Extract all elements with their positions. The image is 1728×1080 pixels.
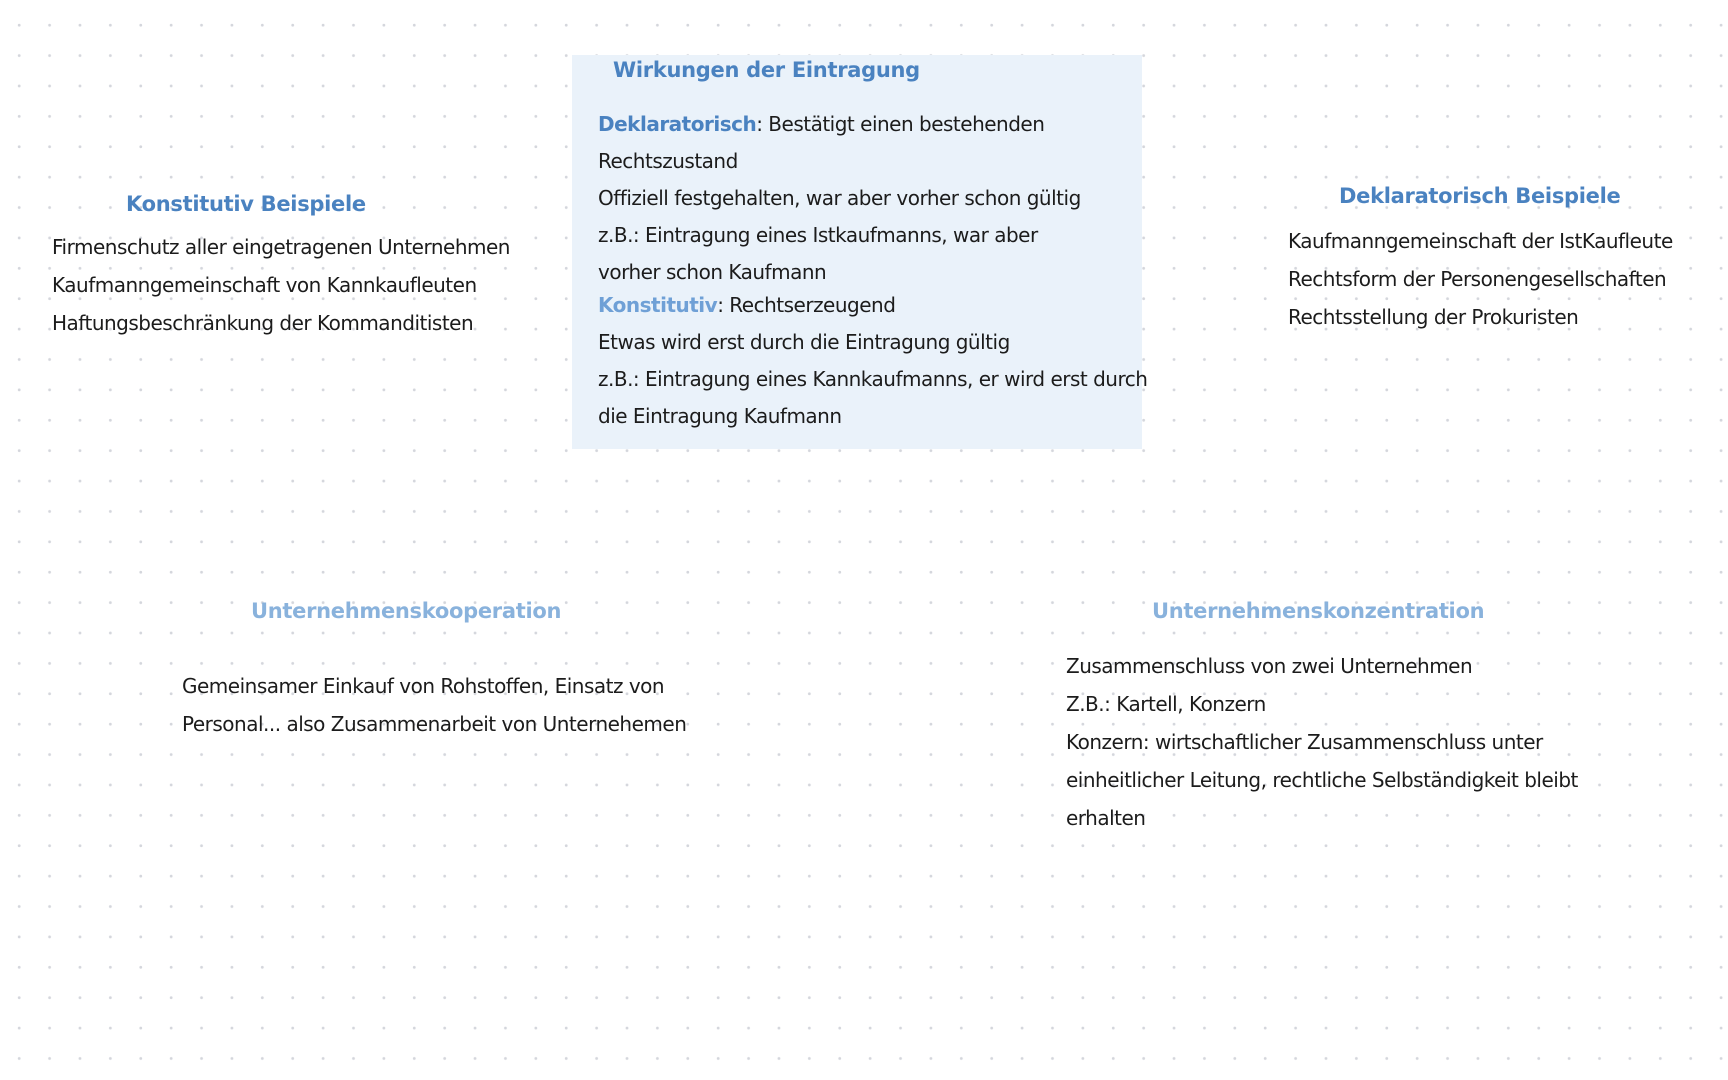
- deklaratorisch-definition: [598, 106, 1147, 143]
- wirkungen-line: die Eintragung Kaufmann: [598, 404, 842, 428]
- deklaratorisch-text: : Bestätigt einen bestehenden: [756, 112, 1045, 136]
- wirkungen-line: vorher schon Kaufmann: [598, 260, 827, 284]
- wirkungen-line: Rechtszustand: [598, 149, 738, 173]
- wirkungen-line: Etwas wird erst durch die Eintragung gültig: [598, 330, 1010, 354]
- wirkungen-line: Offiziell festgehalten, war aber vorher schon gültig: [598, 186, 1081, 210]
- wirkungen-title: Wirkungen der Eintragung: [613, 58, 920, 82]
- kooperation-line: Personal... also Zusammenarbeit von Unternehemen: [182, 712, 687, 736]
- konzentration-line: einheitlicher Leitung, rechtliche Selbständigkeit bleibt: [1066, 768, 1578, 792]
- konzentration-text: [1066, 647, 1578, 837]
- kooperation-title: Unternehmenskooperation: [251, 599, 562, 623]
- konstitutiv-text: : Rechtserzeugend: [717, 293, 896, 317]
- konzentration-line: Zusammenschluss von zwei Unternehmen: [1066, 654, 1473, 678]
- deklaratorisch-term: Deklaratorisch: [598, 112, 757, 136]
- kooperation-text: [182, 667, 686, 743]
- deklaratorisch-beispiele-title: Deklaratorisch Beispiele: [1339, 184, 1621, 208]
- wirkungen-line: z.B.: Eintragung eines Istkaufmanns, war aber: [598, 223, 1038, 247]
- konzentration-line: Z.B.: Kartell, Konzern: [1066, 692, 1266, 716]
- list-item: Haftungsbeschränkung der Kommanditisten: [52, 311, 474, 335]
- wirkungen-line: z.B.: Eintragung eines Kannkaufmanns, er wird erst durch: [598, 367, 1148, 391]
- list-item: Rechtsstellung der Prokuristen: [1288, 305, 1579, 329]
- list-item: Kaufmanngemeinschaft der IstKaufleute: [1288, 229, 1673, 253]
- konzentration-line: erhalten: [1066, 806, 1146, 830]
- deklaratorisch-beispiele-list: [1288, 222, 1673, 336]
- konzentration-line: Konzern: wirtschaftlicher Zusammenschluss unter: [1066, 730, 1543, 754]
- konzentration-title: Unternehmenskonzentration: [1152, 599, 1485, 623]
- konstitutiv-term: Konstitutiv: [598, 293, 718, 317]
- konstitutiv-beispiele-title: Konstitutiv Beispiele: [126, 192, 366, 216]
- list-item: Firmenschutz aller eingetragenen Unternehmen: [52, 235, 510, 259]
- list-item: Kaufmanngemeinschaft von Kannkaufleuten: [52, 273, 477, 297]
- kooperation-line: Gemeinsamer Einkauf von Rohstoffen, Einsatz von: [182, 674, 665, 698]
- konstitutiv-definition: [598, 287, 1147, 324]
- list-item: Rechtsform der Personengesellschaften: [1288, 267, 1667, 291]
- wirkungen-content: [598, 106, 1147, 435]
- konstitutiv-beispiele-list: [52, 228, 510, 342]
